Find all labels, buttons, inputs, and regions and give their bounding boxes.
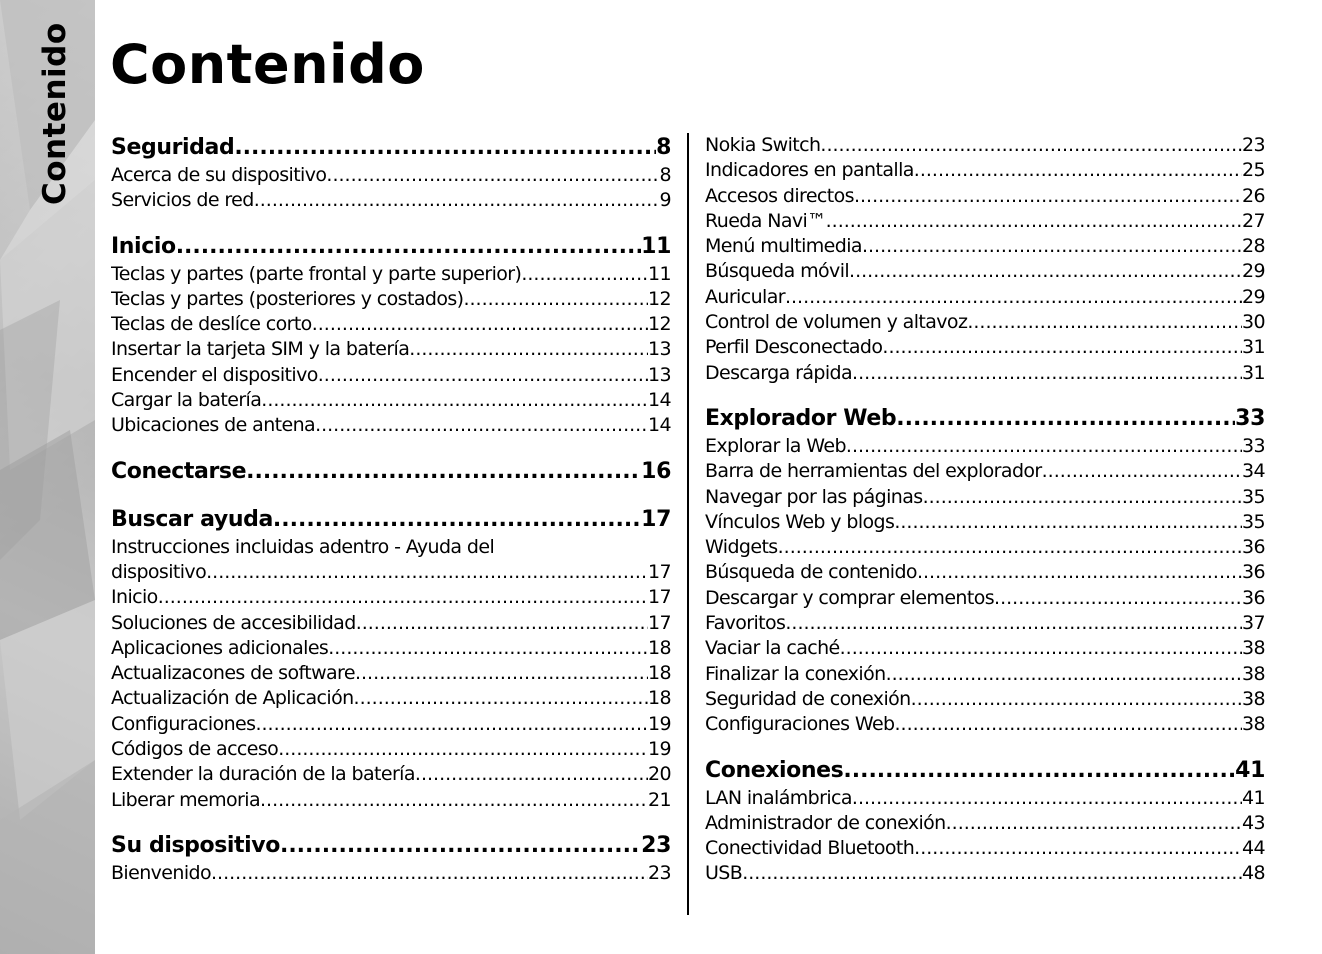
dot-leader	[994, 586, 1242, 611]
toc-entry-title: Configuraciones Web	[705, 713, 895, 736]
toc-page-number: 25	[1242, 159, 1265, 182]
toc-entry-title: Auricular	[705, 285, 785, 308]
toc-entry-title: Acerca de su dispositivo	[111, 164, 327, 186]
dot-leader	[176, 232, 641, 262]
toc-entry-title: Bienvenido	[111, 861, 211, 884]
dot-leader	[914, 158, 1242, 183]
toc-entry-title: Su dispositivo	[111, 832, 280, 858]
dot-leader	[923, 485, 1242, 510]
toc-entry-title: Accesos directos	[705, 184, 854, 207]
toc-entry[interactable]	[705, 786, 1265, 811]
toc-entry[interactable]	[111, 788, 671, 813]
dot-leader	[318, 363, 648, 388]
toc-page-number: 14	[648, 414, 671, 437]
toc-entry-title: Favoritos	[705, 612, 786, 635]
toc-page-number: 35	[1242, 510, 1265, 533]
toc-page-number: 41	[1242, 786, 1265, 809]
dot-leader	[355, 661, 648, 686]
toc-entry[interactable]	[111, 388, 671, 413]
toc-page-number: 35	[1242, 485, 1265, 508]
toc-entry-title: Ubicaciones de antena	[111, 414, 316, 437]
toc-page-number: 26	[1242, 184, 1265, 207]
toc-entry[interactable]	[705, 259, 1265, 284]
toc-entry-title: Indicadores en pantalla	[705, 159, 914, 182]
toc-section	[705, 404, 1265, 738]
dot-leader	[846, 434, 1242, 459]
toc-entry[interactable]	[111, 686, 671, 711]
dot-leader	[1042, 459, 1242, 484]
toc-entry-title: Finalizar la conexión	[705, 662, 886, 685]
toc-page-number: 21	[648, 788, 671, 811]
toc-page-number: 23	[641, 832, 671, 858]
dot-leader	[894, 510, 1242, 535]
toc-page-number: 11	[641, 233, 671, 259]
side-tab-label: Contenido	[37, 22, 73, 205]
toc-entry-title: Seguridad	[111, 135, 235, 160]
dot-leader	[246, 457, 641, 487]
toc-entry[interactable]	[705, 535, 1265, 560]
dot-leader	[415, 762, 648, 787]
toc-section	[111, 232, 671, 439]
toc-entry-title: Menú multimedia	[705, 235, 862, 258]
dot-leader	[917, 560, 1242, 585]
toc-entry[interactable]	[705, 560, 1265, 585]
toc-page-number: 8	[659, 164, 671, 186]
toc-entry-title: Rueda Navi™	[705, 209, 826, 232]
toc-entry-title: Barra de herramientas del explorador	[705, 460, 1042, 483]
dot-leader	[862, 234, 1242, 259]
dot-leader	[778, 535, 1242, 560]
dot-leader	[840, 636, 1242, 661]
toc-page-number: 14	[648, 389, 671, 412]
dot-leader	[158, 585, 648, 610]
toc-page-number: 19	[648, 712, 671, 735]
dot-leader	[206, 560, 648, 585]
toc-entry-title: Búsqueda de contenido	[705, 561, 917, 584]
dot-leader	[911, 687, 1242, 712]
toc-entry-title: Descarga rápida	[705, 361, 853, 384]
toc-entry-title: Encender el dispositivo	[111, 363, 318, 386]
toc-entry-title: Administrador de conexión	[705, 811, 946, 834]
toc-entry-title: Explorador Web	[705, 405, 897, 431]
toc-page-number: 27	[1242, 209, 1265, 232]
toc-entry[interactable]	[705, 485, 1265, 510]
toc-entry[interactable]	[705, 158, 1265, 183]
dot-leader	[409, 337, 648, 362]
dot-leader	[328, 636, 648, 661]
toc-entry-title: Widgets	[705, 536, 778, 559]
toc-entry[interactable]	[705, 636, 1265, 661]
toc-entry[interactable]	[111, 661, 671, 686]
dot-leader	[826, 209, 1242, 234]
toc-page-number: 30	[1242, 311, 1265, 334]
toc-entry[interactable]	[111, 363, 671, 388]
toc-entry[interactable]	[705, 586, 1265, 611]
toc-entry-title: Conectarse	[111, 458, 247, 484]
toc-page-number: 41	[1235, 757, 1265, 783]
dot-leader	[312, 312, 648, 337]
toc-page-number: 38	[1242, 637, 1265, 660]
toc-page-number: 12	[648, 313, 671, 336]
dot-leader	[820, 133, 1242, 158]
toc-entry-title: Conexiones	[705, 757, 844, 783]
toc-entry[interactable]	[111, 560, 671, 585]
toc-entry-title: Actualizacones de software	[111, 662, 355, 685]
dot-leader	[261, 388, 648, 413]
toc-page-number: 13	[648, 338, 671, 361]
toc-page-number: 44	[1242, 837, 1265, 860]
toc-entry[interactable]	[111, 287, 671, 312]
toc-entry[interactable]	[111, 712, 671, 737]
toc-entry[interactable]	[111, 163, 671, 188]
toc-page-number: 11	[648, 262, 671, 285]
toc-entry[interactable]	[111, 762, 671, 787]
toc-page-number: 36	[1242, 536, 1265, 559]
dot-leader	[521, 262, 648, 287]
dot-leader	[326, 163, 659, 188]
toc-page-number: 38	[1242, 687, 1265, 710]
toc-entry-title: Navegar por las páginas	[705, 485, 923, 508]
toc-section	[705, 133, 1265, 386]
toc-entry-title: LAN inalámbrica	[705, 786, 852, 809]
toc-page-number: 31	[1242, 361, 1265, 384]
toc-entry-title: Control de volumen y altavoz	[705, 311, 968, 334]
toc-page-number: 23	[648, 861, 671, 884]
dot-leader	[742, 861, 1242, 886]
dot-leader	[278, 737, 648, 762]
dot-leader	[886, 662, 1242, 687]
toc-chapter[interactable]	[111, 133, 671, 163]
toc-entry[interactable]	[705, 687, 1265, 712]
dot-leader	[843, 756, 1235, 786]
toc-page-number: 36	[1242, 561, 1265, 584]
toc-left-column	[111, 133, 671, 904]
toc-entry-title: Seguridad de conexión	[705, 687, 911, 710]
toc-entry[interactable]	[111, 585, 671, 610]
toc-page-number: 37	[1242, 612, 1265, 635]
toc-page-number: 18	[648, 636, 671, 659]
toc-entry-title: Soluciones de accesibilidad	[111, 611, 356, 634]
toc-entry-title: Teclas de deslíce corto	[111, 313, 312, 336]
toc-page-number: 18	[648, 662, 671, 685]
toc-entry-title: Nokia Switch	[705, 134, 821, 156]
toc-entry-title: Inicio	[111, 233, 176, 259]
toc-entry-title: Actualización de Aplicación	[111, 687, 354, 710]
toc-entry-title: Inicio	[111, 586, 158, 609]
toc-page-number: 34	[1242, 460, 1265, 483]
dot-leader	[895, 712, 1243, 737]
toc-entry[interactable]	[705, 510, 1265, 535]
toc-entry-title-line: Instrucciones incluidas adentro - Ayuda del	[111, 535, 495, 558]
toc-chapter[interactable]	[705, 756, 1265, 786]
toc-chapter[interactable]	[111, 831, 671, 861]
dot-leader	[854, 184, 1242, 209]
toc-chapter[interactable]	[111, 457, 671, 487]
toc-page-number: 17	[648, 586, 671, 609]
toc-entry-title: Códigos de acceso	[111, 738, 279, 761]
toc-page-number: 36	[1242, 586, 1265, 609]
page-title: Contenido	[110, 33, 425, 96]
dot-leader	[315, 413, 648, 438]
dot-leader	[356, 611, 648, 636]
toc-section	[111, 831, 671, 886]
dot-leader	[785, 285, 1242, 310]
toc-entry[interactable]	[111, 188, 671, 213]
toc-entry[interactable]	[705, 209, 1265, 234]
toc-entry-title: dispositivo	[111, 560, 207, 583]
toc-page-number: 13	[648, 363, 671, 386]
dot-leader	[354, 686, 648, 711]
toc-entry[interactable]	[705, 184, 1265, 209]
toc-entry[interactable]	[111, 413, 671, 438]
toc-entry[interactable]	[705, 861, 1265, 886]
toc-entry-title: Configuraciones	[111, 712, 256, 735]
toc-page-number: 29	[1242, 260, 1265, 283]
toc-entry[interactable]	[705, 434, 1265, 459]
dot-leader	[852, 786, 1242, 811]
dot-leader	[463, 287, 648, 312]
toc-entry[interactable]	[111, 337, 671, 362]
dot-leader	[852, 361, 1242, 386]
toc-entry-title: Aplicaciones adicionales	[111, 636, 329, 659]
dot-leader	[967, 310, 1242, 335]
toc-chapter[interactable]	[705, 404, 1265, 434]
dot-leader	[255, 712, 648, 737]
toc-entry-title: Descargar y comprar elementos	[705, 586, 995, 609]
dot-leader	[896, 404, 1235, 434]
toc-page-number: 8	[656, 135, 671, 160]
dot-leader	[946, 811, 1242, 836]
dot-leader	[211, 861, 648, 886]
column-divider	[687, 133, 689, 915]
toc-entry[interactable]	[111, 611, 671, 636]
toc-page-number: 17	[641, 506, 671, 532]
toc-entry-title: Explorar la Web	[705, 434, 846, 457]
toc-entry[interactable]	[705, 811, 1265, 836]
dot-leader	[785, 611, 1242, 636]
dot-leader	[882, 335, 1242, 360]
toc-section	[111, 457, 671, 487]
toc-entry-title: Vaciar la caché	[705, 637, 840, 660]
toc-page-number: 18	[648, 687, 671, 710]
toc-page-number: 33	[1242, 434, 1265, 457]
dot-leader	[254, 188, 660, 213]
toc-entry-title: Perfil Desconectado	[705, 336, 883, 359]
toc-entry[interactable]	[705, 459, 1265, 484]
toc-page-number: 16	[641, 458, 671, 484]
toc-entry[interactable]	[705, 285, 1265, 310]
toc-chapter[interactable]	[111, 505, 671, 535]
dot-leader	[849, 259, 1242, 284]
toc-page-number: 29	[1242, 285, 1265, 308]
dot-leader	[273, 505, 641, 535]
toc-entry[interactable]	[705, 133, 1265, 158]
dot-leader	[260, 788, 648, 813]
dot-leader	[280, 831, 641, 861]
toc-page-number: 17	[648, 611, 671, 634]
side-band	[0, 0, 95, 954]
toc-entry[interactable]	[705, 712, 1265, 737]
toc-page-number: 28	[1242, 235, 1265, 258]
toc-entry[interactable]	[705, 310, 1265, 335]
toc-entry[interactable]	[111, 262, 671, 287]
toc-right-column	[705, 133, 1265, 905]
toc-entry[interactable]	[111, 312, 671, 337]
toc-page-number: 23	[1242, 134, 1265, 156]
toc-page-number: 20	[648, 763, 671, 786]
toc-entry-title: Vínculos Web y blogs	[705, 510, 895, 533]
toc-page-number: 38	[1242, 713, 1265, 736]
toc-entry[interactable]	[705, 662, 1265, 687]
toc-entry-title: Teclas y partes (parte frontal y parte superior)	[111, 262, 522, 285]
toc-entry-title: Liberar memoria	[111, 788, 260, 811]
toc-entry[interactable]	[111, 861, 671, 886]
toc-page-number: 9	[659, 189, 671, 212]
toc-page-number: 19	[648, 738, 671, 761]
toc-entry-title: Búsqueda móvil	[705, 260, 850, 283]
toc-entry-title: Buscar ayuda	[111, 506, 273, 532]
toc-section	[111, 133, 671, 214]
toc-page-number: 48	[1242, 862, 1265, 885]
toc-entry-title: Teclas y partes (posteriores y costados)	[111, 287, 464, 310]
toc-entry[interactable]	[705, 611, 1265, 636]
dot-leader	[914, 836, 1242, 861]
toc-page-number: 31	[1242, 336, 1265, 359]
toc-entry-title: Insertar la tarjeta SIM y la batería	[111, 338, 410, 361]
toc-section	[111, 505, 671, 813]
toc-chapter[interactable]	[111, 232, 671, 262]
dot-leader	[234, 133, 656, 163]
toc-page-number: 12	[648, 287, 671, 310]
toc-entry-title: Cargar la batería	[111, 389, 262, 412]
toc-entry-title: Servicios de red	[111, 189, 254, 212]
toc-entry[interactable]	[705, 361, 1265, 386]
toc-page-number: 43	[1242, 811, 1265, 834]
toc-page-number: 33	[1235, 405, 1265, 431]
toc-page-number: 38	[1242, 662, 1265, 685]
toc-entry[interactable]	[705, 335, 1265, 360]
toc-entry-title: Extender la duración de la batería	[111, 763, 415, 786]
toc-entry[interactable]	[705, 836, 1265, 861]
toc-entry[interactable]	[111, 737, 671, 762]
toc-entry[interactable]	[705, 234, 1265, 259]
toc-entry-title: USB	[705, 862, 743, 885]
toc-entry-title: Conectividad Bluetooth	[705, 837, 915, 860]
toc-entry[interactable]	[111, 636, 671, 661]
toc-page-number: 17	[648, 560, 671, 583]
toc-section	[705, 756, 1265, 887]
